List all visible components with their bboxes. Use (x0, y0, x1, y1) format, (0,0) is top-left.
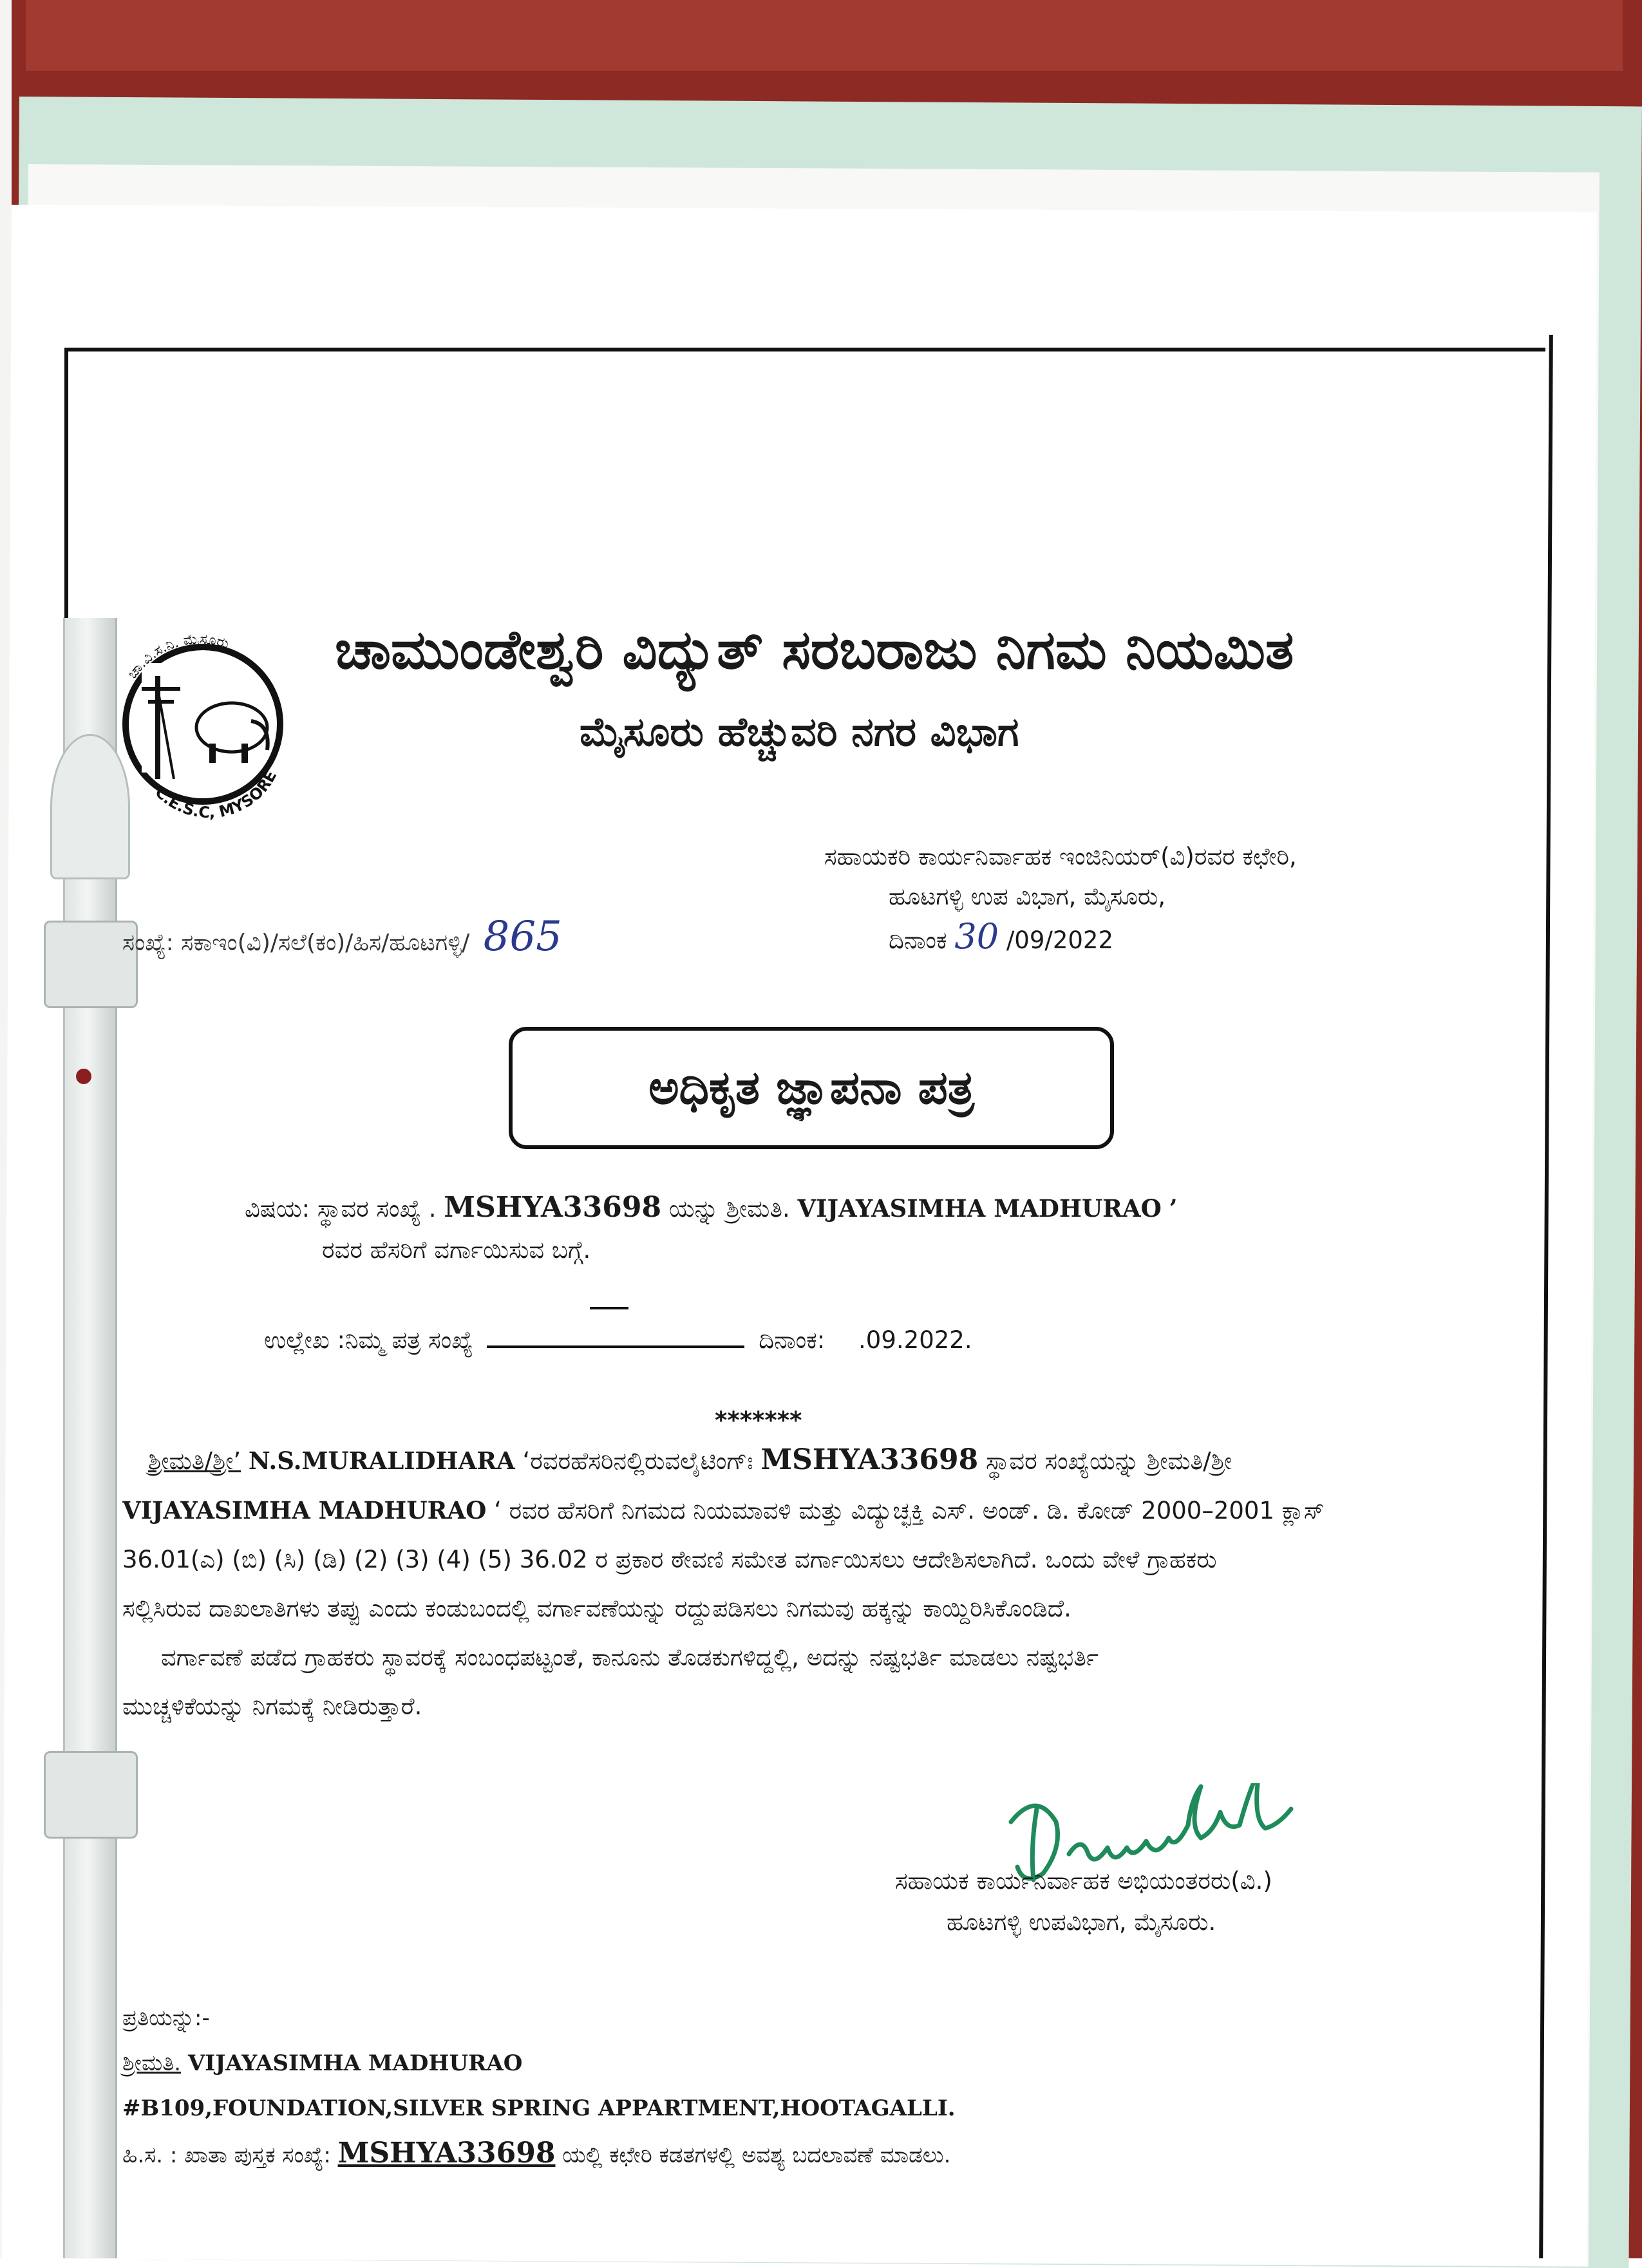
copy-to-name-prefix: ಶ್ರೀಮತಿ. (122, 2050, 182, 2076)
body-installation-number: MSHYA33698 (760, 1443, 979, 1476)
logo-text-bottom: C.E.S.C, MYSORE (151, 767, 281, 822)
office-line-1: ಸಹಾಯಕರಿ ಕಾರ್ಯನಿರ್ವಾಹಕ ಇಂಜಿನಿಯರ್(ವಿ)ರವರ ಕಛೇರಿ, (824, 843, 1297, 870)
signatory-office: ಹೂಟಗಳ್ಳಿ ಉಪವಿಭಾಗ, ಮೈಸೂರು. (947, 1908, 1216, 1936)
date-label: ದಿನಾಂಕ (889, 926, 947, 954)
body-line-5: ವರ್ಗಾವಣೆ ಪಡೆದ ಗ್ರಾಹಕರು ಸ್ಥಾವರಕ್ಕೆ ಸಂಬಂಧಪಟ್ಟಂತೆ, ಕಾನೂನು ತೊಡಕುಗಳಿದ್ದಲ್ಲಿ, ಅದನ್ನು ನಷ್ಟಭರ್ತಿ ಮಾಡಲು ನಷ್ಟಭರ್ತಿ (161, 1644, 1099, 1671)
reference-date-label: ದಿನಾಂಕ: (759, 1326, 826, 1354)
reference-letter-label: ಉಲ್ಲೇಖ :ನಿಮ್ಮ ಪತ್ರ ಸಂಖ್ಯೆ (264, 1326, 473, 1354)
binder-mark (76, 1069, 91, 1084)
body-line-1 (122, 1436, 1487, 1486)
transferee-name: VIJAYASIMHA MADHURAO (797, 1194, 1162, 1223)
ledger-tail: ಯಲ್ಲಿ ಕಛೇರಿ ಕಡತಗಳಲ್ಲಿ ಅವಶ್ಯ ಬದಲಾವಣೆ ಮಾಡಲು. (562, 2142, 951, 2168)
office-date (824, 917, 1297, 961)
division-name: ಮೈಸೂರು ಹೆಚ್ಚುವರಿ ನಗರ ವಿಭಾಗ (580, 708, 1019, 755)
reference-blank (487, 1326, 744, 1348)
copy-to-ledger (122, 2131, 956, 2178)
signatory (895, 1860, 1272, 1943)
org-name: ಚಾಮುಂಡೇಶ್ವರಿ ವಿದ್ಯುತ್ ಸರಬರಾಜು ನಿಗಮ ನಿಯಮಿತ (335, 618, 1294, 681)
copy-to-section (122, 1996, 956, 2178)
copy-to-name (122, 2041, 956, 2086)
transferor-name: N.S.MURALIDHARA (248, 1447, 515, 1475)
reference-label: ಸಂಖ್ಯೆ: ಸಕಾಇಂ(ವಿ)/ಸಲೆ(ಕಂ)/ಹಿಸ/ಹೂಟಗಳ್ಳಿ/ (122, 930, 470, 956)
ledger-label: ಹಿ.ಸ. : ಖಾತಾ ಪುಸ್ತಕ ಸಂಖ್ಯೆ: (122, 2142, 331, 2168)
body-line-4: ಸಲ್ಲಿಸಿರುವ ದಾಖಲಾತಿಗಳು ತಪ್ಪು ಎಂದು ಕಂಡುಬಂದಲ್ಲಿ ವರ್ಗಾವಣೆಯನ್ನು ರದ್ದುಪಡಿಸಲು ನಿಗಮವು ಹಕ್ಕನ್ನು ಕಾಯ್ದಿರಿಸಿಕೊಂಡಿದೆ. (122, 1595, 1071, 1622)
body-line-1-c: ‘ರವರಹೆಸರಿನಲ್ಲಿರುವಲೈಟಿಂಗ್ಃ (522, 1447, 753, 1475)
subject-label: ವಿಷಯ: ಸ್ಥಾವರ ಸಂಖ್ಯೆ . (245, 1195, 437, 1223)
binder-clip-lower (44, 1751, 138, 1839)
date-day-handwritten: 30 (954, 916, 999, 957)
signatory-designation: ಸಹಾಯಕ ಕಾರ್ಯನಿರ್ವಾಹಕ ಅಭಿಯಂತರರು(ವಿ.) (895, 1867, 1272, 1895)
reference-number (122, 913, 562, 961)
body-title-prefix: ಶ್ರೀಮತಿ/ಶ್ರೀ’ (148, 1447, 241, 1475)
copy-to-label: ಪ್ರತಿಯನ್ನು:- (122, 2005, 210, 2031)
body-line-2-b: ‘ ರವರ ಹೆಸರಿಗೆ ನಿಗಮದ ನಿಯಮಾವಳಿ ಮತ್ತು ವಿದ್ಯುಚ್ಛಕ್ತಿ ಎಸ್. ಅಂಡ್. ಡಿ. ಕೋಡ್ 2000–2001 ಕ್ಲಾಸ್ (494, 1497, 1325, 1524)
ledger-number: MSHYA33698 (337, 2137, 556, 2170)
binder-tip (50, 734, 130, 879)
order-body (122, 1436, 1487, 1731)
document-title: ಅಧಿಕೃತ ಜ್ಞಾಪನಾ ಪತ್ರ (509, 1027, 1114, 1149)
red-folder-edge (26, 0, 1623, 71)
subject-line-1 (245, 1191, 1178, 1224)
copy-to-name-value: VIJAYASIMHA MADHURAO (187, 2050, 523, 2076)
subject-middle: ಯನ್ನು ಶ್ರೀಮತಿ. (668, 1195, 790, 1223)
body-line-1-e: ಸ್ಥಾವರ ಸಂಖ್ಯೆಯನ್ನು ಶ್ರೀಮತಿ/ಶ್ರೀ (985, 1447, 1232, 1475)
office-address (824, 837, 1297, 961)
separator: ******* (715, 1407, 802, 1434)
reference-letter (264, 1326, 972, 1354)
office-line-2: ಹೂಟಗಳ್ಳಿ ಉಪ ವಿಭಾಗ, ಮೈಸೂರು, (889, 883, 1166, 910)
subject-line-2: ರವರ ಹೆಸರಿಗೆ ವರ್ಗಾಯಿಸುವ ಬಗ್ಗೆ. (322, 1236, 591, 1264)
copy-to-address: #B109,FOUNDATION,SILVER SPRING APPARTMENT,HOOTAGALLI. (122, 2095, 956, 2121)
body-line-2 (122, 1486, 1487, 1535)
body-line-6: ಮುಚ್ಚಳಿಕೆಯನ್ನು ನಿಗಮಕ್ಕೆ ನೀಡಿರುತ್ತಾರೆ. (122, 1692, 422, 1720)
reference-number-handwritten: 865 (483, 913, 562, 961)
reference-date-value: .09.2022. (858, 1326, 972, 1354)
body-line-3: 36.01(ಎ) (ಬಿ) (ಸಿ) (ಡಿ) (2) (3) (4) (5) 36.02 ರ ಪ್ರಕಾರ ಠೇವಣಿ ಸಮೇತ ವರ್ಗಾಯಿಸಲು ಆದೇಶಿಸಲಾಗಿದೆ. ಒಂದು ವೇಳೆ ಗ್ರಾಹಕರು (122, 1546, 1217, 1573)
svg-text:C.E.S.C, MYSORE (151, 767, 280, 821)
installation-number: MSHYA33698 (444, 1191, 662, 1224)
subject-tail: ’ (1169, 1194, 1178, 1223)
body-transferee-name: VIJAYASIMHA MADHURAO (122, 1496, 487, 1524)
date-month-year: /09/2022 (1006, 926, 1114, 954)
logo-text-top: ಚಾ.ವಿ.ಸ.ನಿ. ಮೈಸೂರು (124, 631, 231, 682)
